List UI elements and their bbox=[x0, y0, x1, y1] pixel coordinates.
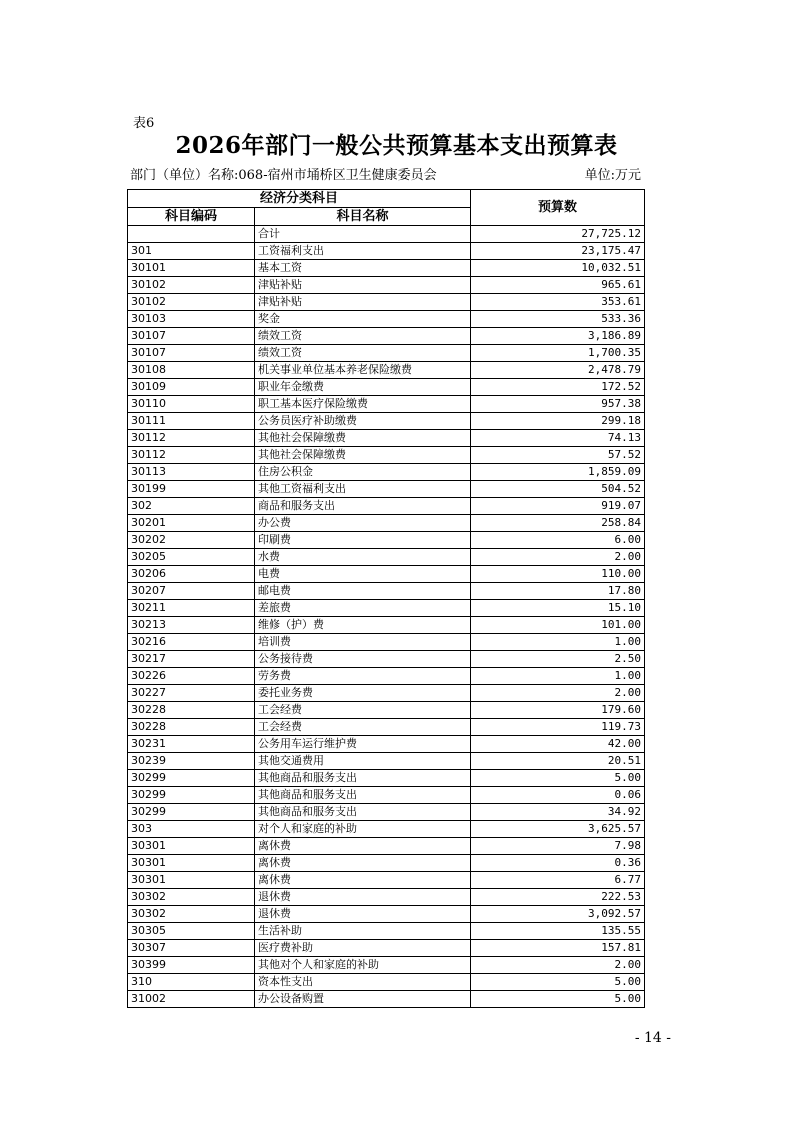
table-row bbox=[128, 957, 645, 974]
row-code: 30112 bbox=[128, 430, 255, 447]
row-name: 对个人和家庭的补助 bbox=[255, 821, 471, 838]
row-name: 其他交通费用 bbox=[255, 753, 471, 770]
row-code: 30107 bbox=[128, 345, 255, 362]
row-amount: 0.06 bbox=[471, 787, 645, 804]
row-amount: 2.00 bbox=[471, 549, 645, 566]
row-amount: 57.52 bbox=[471, 447, 645, 464]
row-code: 30301 bbox=[128, 872, 255, 889]
header-subject-code: 科目编码 bbox=[128, 208, 255, 226]
row-code: 30211 bbox=[128, 600, 255, 617]
row-code: 30206 bbox=[128, 566, 255, 583]
row-name: 工会经费 bbox=[255, 719, 471, 736]
row-code: 301 bbox=[128, 243, 255, 260]
row-amount: 1.00 bbox=[471, 668, 645, 685]
row-code: 30109 bbox=[128, 379, 255, 396]
row-amount: 27,725.12 bbox=[471, 226, 645, 243]
table-row bbox=[128, 549, 645, 566]
row-amount: 23,175.47 bbox=[471, 243, 645, 260]
table-row bbox=[128, 600, 645, 617]
table-row bbox=[128, 974, 645, 991]
row-amount: 2.50 bbox=[471, 651, 645, 668]
table-row bbox=[128, 838, 645, 855]
table-row bbox=[128, 277, 645, 294]
table-row bbox=[128, 651, 645, 668]
row-amount: 299.18 bbox=[471, 413, 645, 430]
table-row bbox=[128, 328, 645, 345]
row-code: 30108 bbox=[128, 362, 255, 379]
row-name: 离休费 bbox=[255, 872, 471, 889]
row-name: 职工基本医疗保险缴费 bbox=[255, 396, 471, 413]
row-amount: 222.53 bbox=[471, 889, 645, 906]
row-name: 印刷费 bbox=[255, 532, 471, 549]
row-name: 津贴补贴 bbox=[255, 277, 471, 294]
row-code: 30199 bbox=[128, 481, 255, 498]
row-code: 30231 bbox=[128, 736, 255, 753]
row-amount: 3,092.57 bbox=[471, 906, 645, 923]
row-name: 退休费 bbox=[255, 906, 471, 923]
row-name: 差旅费 bbox=[255, 600, 471, 617]
row-amount: 5.00 bbox=[471, 974, 645, 991]
row-amount: 119.73 bbox=[471, 719, 645, 736]
row-code: 30228 bbox=[128, 702, 255, 719]
table-row bbox=[128, 634, 645, 651]
table-row bbox=[128, 685, 645, 702]
table-row bbox=[128, 294, 645, 311]
row-name: 离休费 bbox=[255, 838, 471, 855]
row-name: 维修（护）费 bbox=[255, 617, 471, 634]
table-row bbox=[128, 226, 645, 243]
row-name: 其他商品和服务支出 bbox=[255, 787, 471, 804]
table-row bbox=[128, 804, 645, 821]
row-code: 30112 bbox=[128, 447, 255, 464]
row-code: 30216 bbox=[128, 634, 255, 651]
row-name: 奖金 bbox=[255, 311, 471, 328]
row-name: 离休费 bbox=[255, 855, 471, 872]
header-budget-amount: 预算数 bbox=[471, 190, 645, 226]
row-amount: 15.10 bbox=[471, 600, 645, 617]
row-amount: 258.84 bbox=[471, 515, 645, 532]
row-name: 工资福利支出 bbox=[255, 243, 471, 260]
row-code bbox=[128, 226, 255, 243]
row-amount: 0.36 bbox=[471, 855, 645, 872]
row-amount: 7.98 bbox=[471, 838, 645, 855]
table-row bbox=[128, 821, 645, 838]
row-name: 其他社会保障缴费 bbox=[255, 430, 471, 447]
row-amount: 172.52 bbox=[471, 379, 645, 396]
table-row bbox=[128, 668, 645, 685]
unit-label: 单位:万元 bbox=[584, 168, 641, 183]
row-amount: 3,625.57 bbox=[471, 821, 645, 838]
row-code: 30207 bbox=[128, 583, 255, 600]
row-amount: 20.51 bbox=[471, 753, 645, 770]
row-name: 工会经费 bbox=[255, 702, 471, 719]
table-row bbox=[128, 770, 645, 787]
row-code: 30102 bbox=[128, 277, 255, 294]
row-name: 其他对个人和家庭的补助 bbox=[255, 957, 471, 974]
row-code: 30299 bbox=[128, 770, 255, 787]
table-row bbox=[128, 617, 645, 634]
table-row bbox=[128, 991, 645, 1008]
row-code: 30299 bbox=[128, 787, 255, 804]
row-name: 医疗费补助 bbox=[255, 940, 471, 957]
table-row bbox=[128, 464, 645, 481]
row-name: 商品和服务支出 bbox=[255, 498, 471, 515]
row-name: 其他商品和服务支出 bbox=[255, 770, 471, 787]
table-row bbox=[128, 566, 645, 583]
table-row bbox=[128, 243, 645, 260]
row-name: 公务接待费 bbox=[255, 651, 471, 668]
row-name: 培训费 bbox=[255, 634, 471, 651]
table-body bbox=[128, 226, 645, 1008]
table-row bbox=[128, 447, 645, 464]
row-amount: 5.00 bbox=[471, 770, 645, 787]
row-amount: 3,186.89 bbox=[471, 328, 645, 345]
row-code: 30399 bbox=[128, 957, 255, 974]
header-subject-name: 科目名称 bbox=[255, 208, 471, 226]
department-name: 部门（单位）名称:068-宿州市埇桥区卫生健康委员会 bbox=[130, 168, 437, 183]
row-code: 30102 bbox=[128, 294, 255, 311]
row-name: 生活补助 bbox=[255, 923, 471, 940]
row-name: 委托业务费 bbox=[255, 685, 471, 702]
row-code: 30113 bbox=[128, 464, 255, 481]
table-row bbox=[128, 430, 645, 447]
row-amount: 34.92 bbox=[471, 804, 645, 821]
table-row bbox=[128, 889, 645, 906]
row-name: 水费 bbox=[255, 549, 471, 566]
row-code: 30205 bbox=[128, 549, 255, 566]
row-name: 其他商品和服务支出 bbox=[255, 804, 471, 821]
row-amount: 504.52 bbox=[471, 481, 645, 498]
row-code: 30103 bbox=[128, 311, 255, 328]
table-row bbox=[128, 260, 645, 277]
row-code: 30301 bbox=[128, 838, 255, 855]
row-code: 30302 bbox=[128, 889, 255, 906]
row-amount: 2.00 bbox=[471, 685, 645, 702]
row-code: 310 bbox=[128, 974, 255, 991]
row-code: 30213 bbox=[128, 617, 255, 634]
table-row bbox=[128, 396, 645, 413]
row-name: 资本性支出 bbox=[255, 974, 471, 991]
row-code: 30202 bbox=[128, 532, 255, 549]
row-code: 30101 bbox=[128, 260, 255, 277]
table-row bbox=[128, 753, 645, 770]
row-amount: 74.13 bbox=[471, 430, 645, 447]
row-code: 30228 bbox=[128, 719, 255, 736]
table-row bbox=[128, 515, 645, 532]
row-name: 劳务费 bbox=[255, 668, 471, 685]
row-code: 30307 bbox=[128, 940, 255, 957]
row-code: 31002 bbox=[128, 991, 255, 1008]
header-economic-category: 经济分类科目 bbox=[128, 190, 471, 208]
table-row bbox=[128, 379, 645, 396]
table-row bbox=[128, 872, 645, 889]
row-code: 30217 bbox=[128, 651, 255, 668]
row-amount: 533.36 bbox=[471, 311, 645, 328]
table-row bbox=[128, 855, 645, 872]
table-row bbox=[128, 413, 645, 430]
row-name: 职业年金缴费 bbox=[255, 379, 471, 396]
row-amount: 10,032.51 bbox=[471, 260, 645, 277]
row-code: 30201 bbox=[128, 515, 255, 532]
table-row bbox=[128, 787, 645, 804]
row-amount: 42.00 bbox=[471, 736, 645, 753]
page-number: - 14 - bbox=[634, 1030, 671, 1046]
row-name: 基本工资 bbox=[255, 260, 471, 277]
row-name: 公务用车运行维护费 bbox=[255, 736, 471, 753]
row-amount: 965.61 bbox=[471, 277, 645, 294]
row-code: 30299 bbox=[128, 804, 255, 821]
row-code: 303 bbox=[128, 821, 255, 838]
row-name: 绩效工资 bbox=[255, 345, 471, 362]
row-amount: 5.00 bbox=[471, 991, 645, 1008]
row-name: 其他工资福利支出 bbox=[255, 481, 471, 498]
table-row bbox=[128, 498, 645, 515]
row-name: 津贴补贴 bbox=[255, 294, 471, 311]
row-code: 30305 bbox=[128, 923, 255, 940]
row-code: 30301 bbox=[128, 855, 255, 872]
row-code: 30302 bbox=[128, 906, 255, 923]
table-row bbox=[128, 532, 645, 549]
row-amount: 101.00 bbox=[471, 617, 645, 634]
row-name: 其他社会保障缴费 bbox=[255, 447, 471, 464]
row-name: 住房公积金 bbox=[255, 464, 471, 481]
row-name: 机关事业单位基本养老保险缴费 bbox=[255, 362, 471, 379]
row-amount: 135.55 bbox=[471, 923, 645, 940]
budget-table bbox=[127, 189, 645, 1008]
row-code: 30226 bbox=[128, 668, 255, 685]
table-row bbox=[128, 923, 645, 940]
row-amount: 2,478.79 bbox=[471, 362, 645, 379]
row-name: 退休费 bbox=[255, 889, 471, 906]
table-row bbox=[128, 702, 645, 719]
row-amount: 110.00 bbox=[471, 566, 645, 583]
row-name: 办公设备购置 bbox=[255, 991, 471, 1008]
row-name: 电费 bbox=[255, 566, 471, 583]
table-row bbox=[128, 311, 645, 328]
row-amount: 1,859.09 bbox=[471, 464, 645, 481]
table-number-label: 表6 bbox=[133, 116, 155, 131]
row-amount: 1.00 bbox=[471, 634, 645, 651]
row-code: 30111 bbox=[128, 413, 255, 430]
row-code: 30110 bbox=[128, 396, 255, 413]
row-name: 合计 bbox=[255, 226, 471, 243]
table-row bbox=[128, 940, 645, 957]
row-name: 邮电费 bbox=[255, 583, 471, 600]
table-row bbox=[128, 719, 645, 736]
row-amount: 957.38 bbox=[471, 396, 645, 413]
row-amount: 919.07 bbox=[471, 498, 645, 515]
row-amount: 1,700.35 bbox=[471, 345, 645, 362]
row-amount: 2.00 bbox=[471, 957, 645, 974]
row-code: 30239 bbox=[128, 753, 255, 770]
row-code: 302 bbox=[128, 498, 255, 515]
table-row bbox=[128, 736, 645, 753]
row-amount: 6.77 bbox=[471, 872, 645, 889]
row-amount: 353.61 bbox=[471, 294, 645, 311]
table-row bbox=[128, 345, 645, 362]
row-code: 30227 bbox=[128, 685, 255, 702]
row-name: 绩效工资 bbox=[255, 328, 471, 345]
row-code: 30107 bbox=[128, 328, 255, 345]
table-row bbox=[128, 481, 645, 498]
table-row bbox=[128, 362, 645, 379]
row-amount: 6.00 bbox=[471, 532, 645, 549]
row-amount: 17.80 bbox=[471, 583, 645, 600]
page-title: 2026年部门一般公共预算基本支出预算表 bbox=[175, 132, 618, 159]
row-name: 办公费 bbox=[255, 515, 471, 532]
table-row bbox=[128, 906, 645, 923]
row-name: 公务员医疗补助缴费 bbox=[255, 413, 471, 430]
table-row bbox=[128, 583, 645, 600]
row-amount: 179.60 bbox=[471, 702, 645, 719]
row-amount: 157.81 bbox=[471, 940, 645, 957]
